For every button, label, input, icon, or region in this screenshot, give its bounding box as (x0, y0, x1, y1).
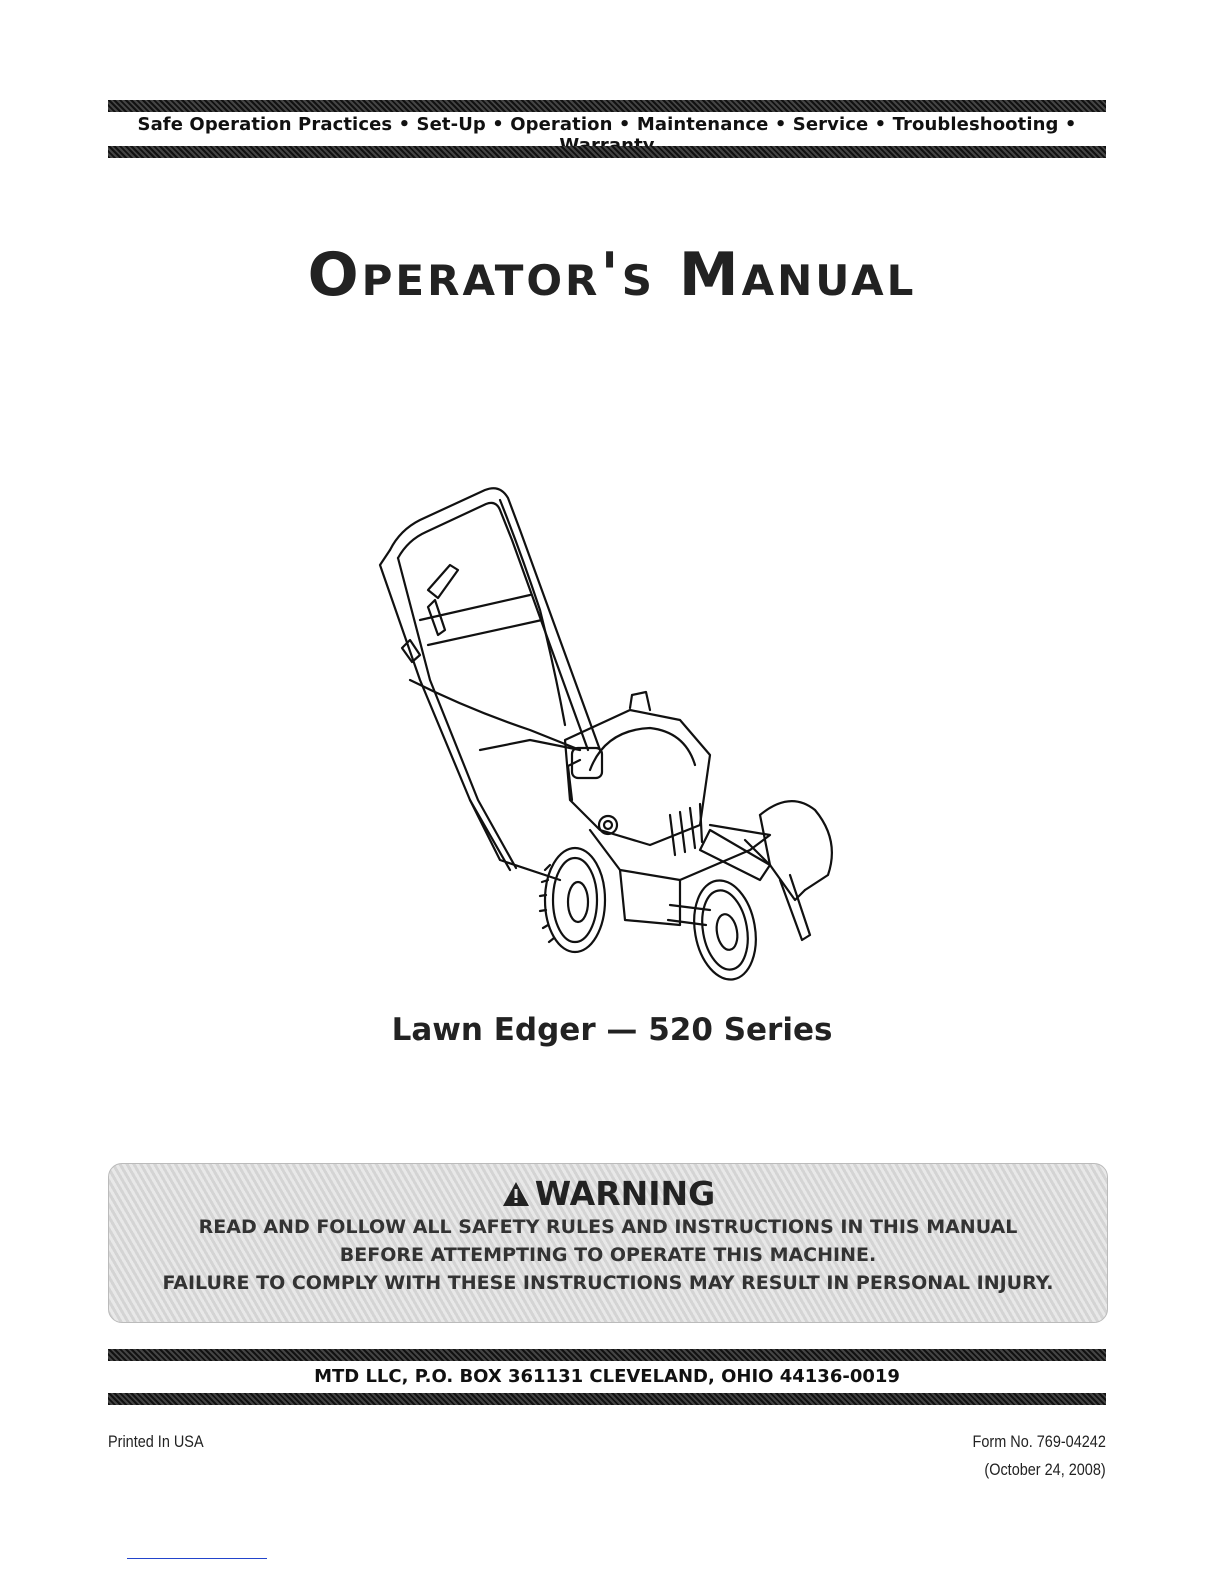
printed-in: Printed In USA (108, 1432, 204, 1451)
warning-line-3: FAILURE TO COMPLY WITH THESE INSTRUCTIONS MAY RESULT IN PERSONAL INJURY. (162, 1272, 1054, 1294)
bottom-rule-upper (108, 1349, 1106, 1361)
top-rule-lower (108, 146, 1106, 158)
top-rule-upper (108, 100, 1106, 112)
warning-line-2: BEFORE ATTEMPTING TO OPERATE THIS MACHINE. (339, 1244, 877, 1266)
product-name: Lawn Edger — 520 Series (391, 1012, 833, 1048)
warning-heading (109, 1174, 1107, 1213)
warning-line-1: READ AND FOLLOW ALL SAFETY RULES AND INSTRUCTIONS IN THIS MANUAL (198, 1216, 1018, 1238)
company-address: MTD LLC, P.O. BOX 361131 CLEVELAND, OHIO 44136-0019 (314, 1366, 900, 1387)
manual-title: Operator's Manual (307, 240, 917, 310)
warning-box (108, 1163, 1108, 1323)
form-number: Form No. 769-04242 (972, 1432, 1106, 1451)
form-date: (October 24, 2008) (984, 1460, 1106, 1479)
topics-list: Safe Operation Practices • Set-Up • Operation • Maintenance • Service • Troubleshooting • (137, 114, 1077, 135)
footer-underline (127, 1558, 267, 1559)
bottom-rule-lower (108, 1393, 1106, 1405)
warning-triangle-icon (501, 1180, 531, 1208)
warning-heading-text: WARNING (534, 1174, 716, 1213)
lawn-edger-illustration (350, 470, 850, 990)
